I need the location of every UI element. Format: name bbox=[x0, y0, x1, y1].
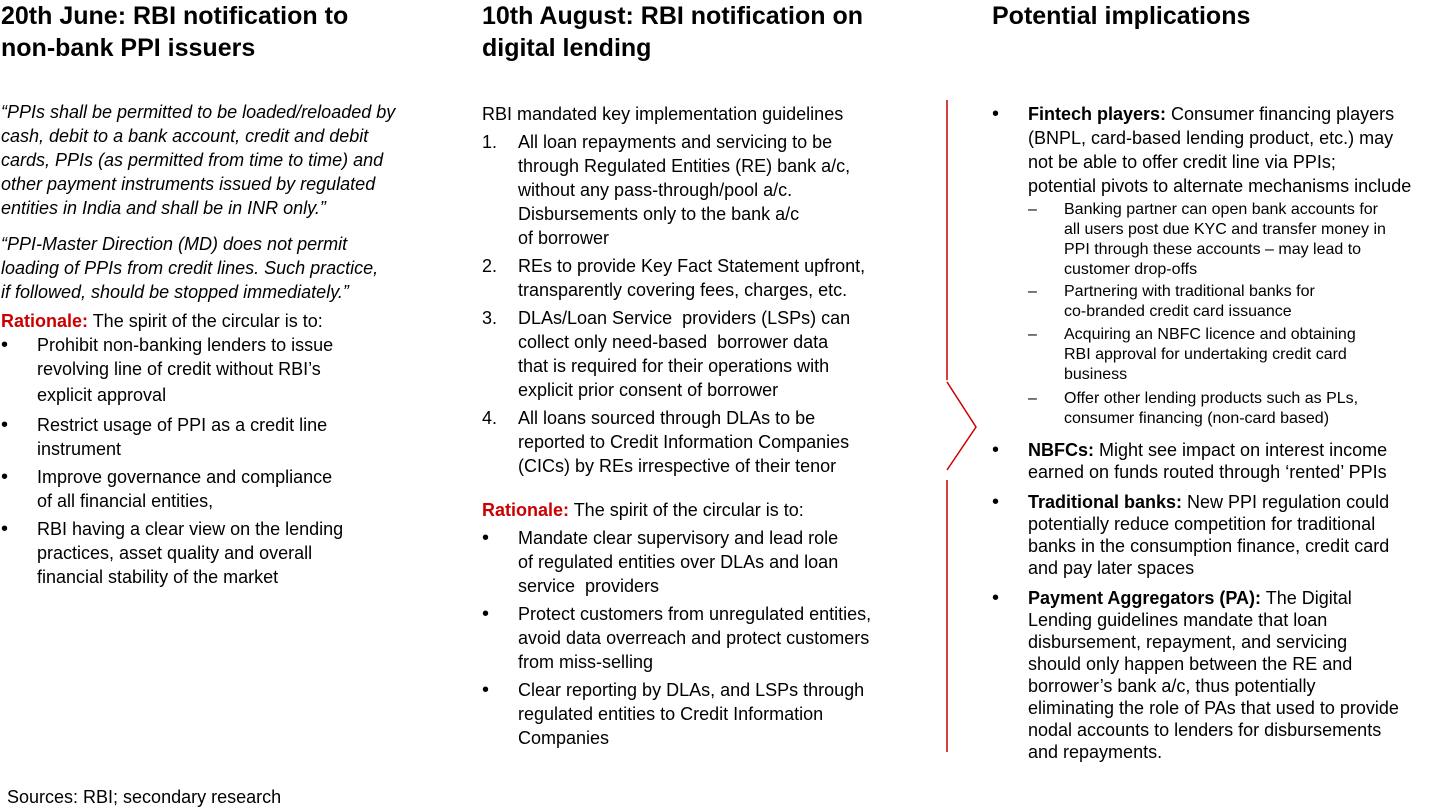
col1-heading: 20th June: RBI notification to non-bank PPI issuers bbox=[1, 2, 349, 62]
bullet-icon: • bbox=[992, 439, 1000, 461]
col2-intro: RBI mandated key implementation guidelines bbox=[482, 104, 844, 124]
dash-icon: – bbox=[1028, 283, 1037, 300]
bullet-icon: • bbox=[1, 466, 9, 488]
rationale-label: Rationale: bbox=[1, 311, 89, 331]
column-ppi-notification bbox=[1, 0, 451, 589]
list-item: • Protect customers from unregulated entities, avoid data overreach and protect customers from miss-selling bbox=[482, 603, 872, 672]
bullet-icon: • bbox=[992, 491, 1000, 513]
dash-icon: – bbox=[1028, 326, 1037, 343]
sub-list-item: – Banking partner can open bank accounts for all users post due KYC and transfer money in PPI through these accounts – may lead to customer drop-offs bbox=[1028, 201, 1386, 278]
bullet-icon: • bbox=[1, 334, 9, 356]
list-item: 1. All loan repayments and servicing to be through Regulated Entities (RE) bank a/c, without any pass-through/pool a/c. Disbursements only to the bank a/c of borrower bbox=[482, 132, 851, 248]
list-item: • NBFCs: Might see impact on interest income earned on funds routed through ‘rented’ PPIs bbox=[992, 439, 1388, 482]
dash-icon: – bbox=[1028, 201, 1037, 218]
column-implications bbox=[992, 0, 1440, 763]
sub-list-item: – Acquiring an NBFC licence and obtaining RBI approval for undertaking credit card business bbox=[1028, 326, 1356, 383]
list-item: • Clear reporting by DLAs, and LSPs through regulated entities to Credit Information Companies bbox=[482, 679, 865, 748]
list-item: 4. All loans sourced through DLAs to be reported to Credit Information Companies (CICs) by REs irrespective of their tenor bbox=[482, 408, 850, 476]
col3-heading: Potential implications bbox=[992, 2, 1251, 30]
col3-bullet-list bbox=[992, 102, 1440, 763]
dash-icon: – bbox=[1028, 390, 1037, 407]
list-item: 2. REs to provide Key Fact Statement upfront, transparently covering fees, charges, etc. bbox=[482, 256, 866, 300]
rationale-label: Rationale: bbox=[482, 500, 570, 520]
list-item: 3. DLAs/Loan Service providers (LSPs) can collect only need-based borrower data that is required for their operations with explicit prior consent of borrower bbox=[482, 308, 851, 400]
sub-list-item: – Offer other lending products such as PLs, consumer financing (non-card based) bbox=[1028, 390, 1359, 427]
column-digital-lending bbox=[482, 0, 922, 750]
list-item: • Payment Aggregators (PA): The Digital Lending guidelines mandate that loan disbursement, repayment, and servicing should only happen between the RE and borrower’s bank a/c, thus potentially eliminating the role of PAs that used to provide nodal accounts to lenders for disbursements and repayments. bbox=[992, 587, 1399, 762]
sub-list-item: – Partnering with traditional banks for co-branded credit card issuance bbox=[1028, 283, 1315, 320]
col2-bullet-list bbox=[482, 526, 922, 750]
quote-ppi-loading: “PPIs shall be permitted to be loaded/reloaded by cash, debit to a bank account, credit and debit cards, PPIs (as permitted from time to time) and other payment instruments issued by regulated entities in India and shall be in INR only.” bbox=[1, 102, 396, 218]
bullet-icon: • bbox=[482, 679, 490, 701]
sources-footnote: Sources: RBI; secondary research bbox=[7, 787, 282, 807]
col1-bullet-list bbox=[1, 333, 451, 589]
list-item: • Fintech players: Consumer financing players (BNPL, card-based lending product, etc.) may not be able to offer credit line via PPIs; potential pivots to alternate mechanisms include – Banking partner can open bank accounts for all users post due KYC and transfer money in PPI through these accounts – may lead to customer drop-offs – Partnering with traditional banks for co-branded credit card issuance – Acquiring an NBFC licence and obtaining RBI approval for undertaking credit card business – Offer other lending products such as PLs, consumer financing (non-card based) bbox=[992, 102, 1440, 429]
bullet-icon: • bbox=[992, 103, 1000, 125]
list-item: • Mandate clear supervisory and lead role of regulated entities over DLAs and loan service providers bbox=[482, 527, 839, 596]
bullet-icon: • bbox=[992, 587, 1000, 609]
bullet-icon: • bbox=[482, 603, 490, 625]
bullet-icon: • bbox=[1, 518, 9, 540]
col2-rationale: Rationale: The spirit of the circular is to: bbox=[482, 500, 804, 520]
list-item: • Traditional banks: New PPI regulation could potentially reduce competition for traditional banks in the consumption finance, credit card and pay later spaces bbox=[992, 491, 1390, 578]
bullet-icon: • bbox=[482, 527, 490, 549]
bullet-icon: • bbox=[1, 414, 9, 436]
list-item: • Prohibit non-banking lenders to issue revolving line of credit without RBI’s explicit approval bbox=[1, 334, 334, 405]
col2-numbered-list bbox=[482, 130, 922, 478]
fintech-pivot-sublist bbox=[1028, 200, 1440, 429]
quote-ppi-master-direction: “PPI-Master Direction (MD) does not permit loading of PPIs from credit lines. Such practice, if followed, should be stopped immediately.” bbox=[1, 234, 379, 302]
list-item: • Restrict usage of PPI as a credit line instrument bbox=[1, 414, 328, 459]
list-item: • Improve governance and compliance of all financial entities, bbox=[1, 466, 333, 511]
list-item: • RBI having a clear view on the lending practices, asset quality and overall financial stability of the market bbox=[1, 518, 344, 587]
col2-heading: 10th August: RBI notification on digital lending bbox=[482, 2, 863, 62]
chevron-divider-icon bbox=[940, 100, 980, 752]
col1-rationale: Rationale: The spirit of the circular is to: bbox=[1, 311, 323, 331]
